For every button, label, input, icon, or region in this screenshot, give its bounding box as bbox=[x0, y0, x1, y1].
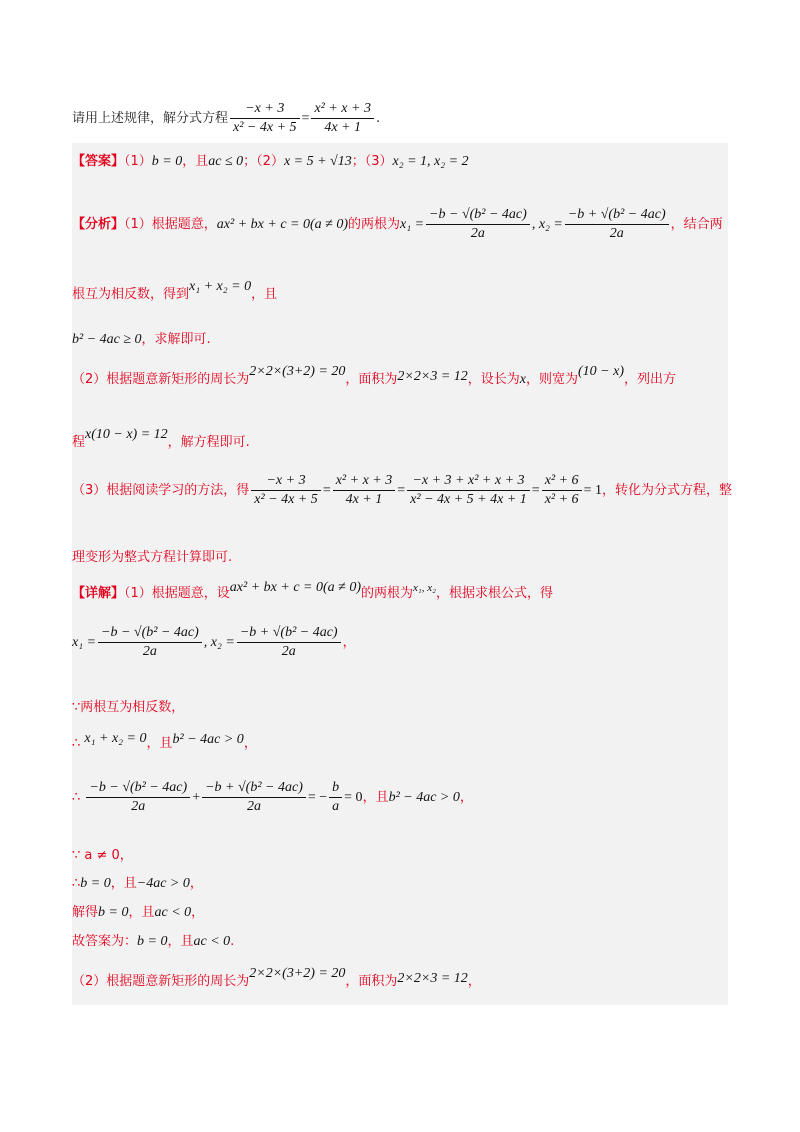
text: ，转化为分式方程，整 bbox=[601, 483, 732, 498]
b-eq: b = 0 bbox=[80, 876, 111, 891]
text: ，列出方 bbox=[624, 372, 677, 387]
equals-sign: = bbox=[322, 483, 331, 498]
sum-eq: x₁ + x₂ = 0 bbox=[189, 279, 252, 294]
frac-num: b bbox=[329, 779, 342, 798]
equation: x(10 − x) = 12 bbox=[85, 427, 168, 442]
frac-num: −b − √(b² − 4ac) bbox=[426, 206, 530, 225]
equals-sign: = bbox=[301, 111, 310, 126]
therefore-symbol: ∴ bbox=[72, 790, 81, 805]
answer-part1: （1） bbox=[124, 154, 152, 169]
frac-den: 4x + 1 bbox=[345, 492, 383, 507]
text: ∵两根互为相反数， bbox=[72, 700, 185, 715]
text: 根互为相反数，得到 bbox=[72, 287, 190, 302]
detail-line-7 bbox=[72, 903, 204, 923]
problem-line bbox=[72, 100, 380, 137]
text: ， bbox=[467, 974, 481, 989]
detail-line-1 bbox=[72, 580, 553, 604]
frac-c bbox=[407, 472, 530, 509]
text: ，且 bbox=[128, 905, 155, 920]
length-var: x bbox=[519, 372, 526, 387]
text: 的两根为 bbox=[348, 217, 401, 232]
frac-num: x² + x + 3 bbox=[333, 472, 396, 491]
answer-b-eq: b = 0 bbox=[151, 154, 183, 169]
text: 故答案为： bbox=[72, 934, 138, 949]
comma: ， bbox=[342, 635, 356, 650]
detail-line-5 bbox=[72, 846, 133, 866]
ba-frac bbox=[329, 779, 342, 816]
text: ， bbox=[459, 790, 473, 805]
analysis-line-2 bbox=[72, 279, 278, 305]
area-eq: 2×2×3 = 12 bbox=[397, 971, 468, 986]
ac-ineq: −4ac > 0 bbox=[136, 876, 190, 891]
frac-den: x² + 6 bbox=[544, 492, 579, 507]
detail-line-2 bbox=[72, 698, 184, 718]
answer-part2: ；（2） bbox=[243, 154, 284, 169]
text: ，且 bbox=[167, 934, 194, 949]
text: ，且 bbox=[110, 876, 137, 891]
frac-den: 2a bbox=[142, 644, 157, 659]
problem-text: 请用上述规律，解分式方程 bbox=[72, 111, 229, 126]
frac-b bbox=[333, 472, 396, 509]
x2-frac bbox=[237, 624, 341, 661]
problem-frac-right bbox=[311, 100, 374, 137]
answer-tag: 【答案】 bbox=[72, 154, 125, 169]
sum-frac-2 bbox=[202, 779, 306, 816]
text: ， bbox=[189, 876, 203, 891]
text: 理变形为整式方程计算即可. bbox=[72, 550, 233, 565]
text: ，面积为 bbox=[345, 372, 398, 387]
equals-zero: = 0 bbox=[344, 790, 363, 805]
text: ，设长为 bbox=[467, 372, 520, 387]
text: ， bbox=[191, 905, 205, 920]
frac-den: 2a bbox=[470, 226, 485, 241]
answer-ac: ac ≤ 0 bbox=[208, 154, 244, 169]
equals-one: = 1 bbox=[583, 483, 602, 498]
frac-d bbox=[542, 472, 582, 509]
text: ∵ a ≠ 0， bbox=[72, 848, 133, 863]
discriminant: b² − 4ac ≥ 0 bbox=[72, 332, 142, 347]
x2-lhs: , x₂ = bbox=[203, 635, 235, 650]
text: （2）根据题意新矩形的周长为 bbox=[72, 974, 250, 989]
therefore-symbol: ∴ bbox=[72, 736, 81, 751]
discriminant: b² − 4ac > 0 bbox=[172, 732, 244, 747]
detail-line-8 bbox=[72, 932, 234, 952]
width-expr: (10 − x) bbox=[578, 364, 625, 379]
detail-line-6 bbox=[72, 874, 203, 894]
frac-den: 2a bbox=[609, 226, 624, 241]
frac-a bbox=[251, 472, 321, 509]
answer-line bbox=[72, 152, 469, 172]
frac-num: −x + 3 bbox=[230, 100, 300, 119]
text: （1）根据题意， bbox=[124, 217, 217, 232]
detail-tag: 【详解】 bbox=[72, 586, 125, 601]
detail-line-4 bbox=[72, 779, 473, 816]
x1-frac bbox=[98, 624, 202, 661]
text: ， bbox=[243, 736, 257, 751]
answer-part3: ；（3） bbox=[351, 154, 393, 169]
area-eq: 2×2×3 = 12 bbox=[397, 369, 468, 384]
b-eq: b = 0 bbox=[98, 905, 129, 920]
frac-den: 2a bbox=[281, 644, 296, 659]
detail-line-9 bbox=[72, 966, 481, 992]
frac-num: x² + x + 3 bbox=[311, 100, 374, 119]
equals-sign: = bbox=[397, 483, 406, 498]
frac-den: x² − 4x + 5 + 4x + 1 bbox=[410, 492, 527, 507]
discriminant: b² − 4ac > 0 bbox=[388, 790, 460, 805]
analysis-line-4 bbox=[72, 364, 677, 390]
frac-num: −b − √(b² − 4ac) bbox=[98, 624, 202, 643]
text: ，则宽为 bbox=[526, 372, 579, 387]
text: ，求解即可. bbox=[141, 332, 211, 347]
x1-lhs: x₁ = bbox=[400, 217, 425, 232]
answer-roots: x₂ = 1, x₂ = 2 bbox=[392, 154, 469, 169]
text: 的两根为 bbox=[361, 586, 414, 601]
frac-den: a bbox=[332, 799, 340, 814]
x2-lhs: , x₂ = bbox=[531, 217, 563, 232]
x1-frac bbox=[426, 206, 530, 243]
frac-num: −b + √(b² − 4ac) bbox=[565, 206, 669, 225]
equals-sign: = bbox=[531, 483, 540, 498]
answer-and: ，且 bbox=[182, 154, 209, 169]
detail-line-roots bbox=[72, 624, 356, 661]
text: （1）根据题意，设 bbox=[124, 586, 230, 601]
frac-den: 4x + 1 bbox=[324, 120, 362, 135]
equals-minus: = − bbox=[307, 790, 328, 805]
text: ，根据求根公式，得 bbox=[435, 586, 553, 601]
frac-den: x² − 4x + 5 bbox=[233, 120, 297, 135]
frac-num: −x + 3 + x² + x + 3 bbox=[407, 472, 530, 491]
ac-ineq: ac < 0 bbox=[193, 934, 231, 949]
detail-line-3 bbox=[72, 731, 257, 754]
plus-sign: + bbox=[192, 790, 201, 805]
perimeter-eq: 2×2×(3+2) = 20 bbox=[249, 966, 346, 981]
sum-frac-1 bbox=[86, 779, 190, 816]
text: ，且 bbox=[362, 790, 389, 805]
ac-ineq: ac < 0 bbox=[154, 905, 192, 920]
text: ，且 bbox=[146, 736, 173, 751]
text: 程 bbox=[72, 435, 86, 450]
frac-den: x² − 4x + 5 bbox=[254, 492, 318, 507]
frac-num: −b + √(b² − 4ac) bbox=[237, 624, 341, 643]
problem-end: . bbox=[375, 111, 381, 126]
answer-x: x = 5 + √13 bbox=[283, 154, 352, 169]
frac-den: 2a bbox=[131, 799, 146, 814]
x2-frac bbox=[565, 206, 669, 243]
sum-eq: x₁ + x₂ = 0 bbox=[84, 731, 147, 746]
frac-den: 2a bbox=[246, 799, 261, 814]
analysis-line-3 bbox=[72, 330, 211, 350]
frac-num: −b + √(b² − 4ac) bbox=[202, 779, 306, 798]
text: 解得 bbox=[72, 905, 99, 920]
text: ，且 bbox=[251, 287, 278, 302]
frac-num: x² + 6 bbox=[542, 472, 582, 491]
perimeter-eq: 2×2×(3+2) = 20 bbox=[249, 364, 346, 379]
analysis-line-7 bbox=[72, 548, 232, 568]
text: ，解方程即可. bbox=[167, 435, 250, 450]
text: （3）根据阅读学习的方法，得 bbox=[72, 483, 250, 498]
quadratic-eq: ax² + bx + c = 0(a ≠ 0) bbox=[229, 580, 361, 595]
analysis-tag: 【分析】 bbox=[72, 217, 125, 232]
roots-vars: x₁, x₂ bbox=[413, 582, 436, 594]
problem-frac-left bbox=[230, 100, 300, 137]
analysis-line-5 bbox=[72, 427, 250, 453]
analysis-line-6 bbox=[72, 472, 732, 509]
text: （2）根据题意新矩形的周长为 bbox=[72, 372, 250, 387]
b-eq: b = 0 bbox=[137, 934, 168, 949]
text: . bbox=[230, 934, 235, 949]
frac-num: −x + 3 bbox=[251, 472, 321, 491]
analysis-line-1 bbox=[72, 206, 723, 243]
text: ，面积为 bbox=[345, 974, 398, 989]
therefore-symbol: ∴ bbox=[72, 876, 81, 891]
text: ，结合两 bbox=[670, 217, 723, 232]
x1-lhs: x₁ = bbox=[72, 635, 97, 650]
frac-num: −b − √(b² − 4ac) bbox=[86, 779, 190, 798]
quadratic-eq: ax² + bx + c = 0(a ≠ 0) bbox=[216, 217, 348, 232]
